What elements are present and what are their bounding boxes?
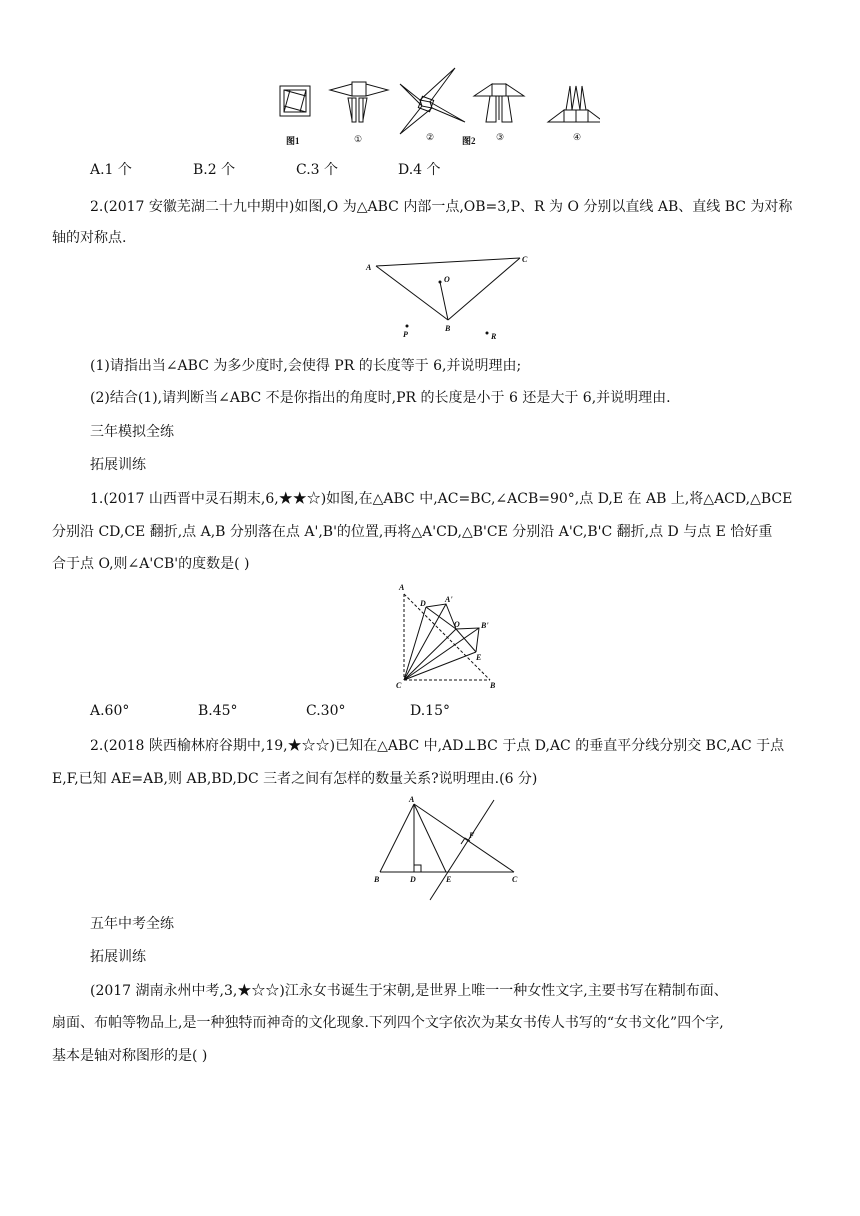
q1-line-3: 合于点 O,则∠A'CB'的度数是( ) [52, 556, 250, 572]
point-a-prime-label: A' [445, 595, 453, 604]
triangle-perpendicular-bisector-figure [368, 792, 528, 907]
figure-2-label: 图2 [462, 136, 476, 146]
figure-2-piece-4 [548, 86, 600, 122]
option-b: B.45° [198, 703, 238, 719]
triangle-abc-reflection-figure [360, 250, 540, 345]
q2-prev-line-2: 轴的对称点. [52, 230, 127, 246]
point-c-label: C [522, 255, 528, 264]
q1-line-1: 1.(2017 山西晋中灵石期末,6,★★☆)如图,在△ABC 中,AC=BC,∠ACB=90°,点 D,E 在 AB 上,将△ACD,△BCE [90, 491, 793, 507]
option-a: A.1 个 [90, 162, 132, 178]
point-e-label: E [446, 875, 452, 884]
q2-line-1: 2.(2018 陕西榆林府谷期中,19,★☆☆)已知在△ABC 中,AD⊥BC 于点 D,AC 的垂直平分线分别交 BC,AC 于点 [90, 738, 785, 754]
point-r-label: R [491, 332, 497, 341]
figure-2-piece-1 [330, 82, 388, 122]
prev-question-options [90, 160, 441, 180]
point-d-label: D [410, 875, 416, 884]
point-d-label: D [420, 599, 426, 608]
figure-2-label-4: ④ [573, 132, 582, 142]
point-a-label: A [399, 583, 405, 592]
figure-1-pinwheel [280, 86, 310, 116]
point-b-prime-label: B' [481, 621, 489, 630]
point-b-label: B [445, 324, 451, 333]
section-five-year-title: 五年中考全练 [90, 916, 174, 932]
point-b-label: B [490, 681, 496, 690]
point-e-label: E [476, 653, 482, 662]
fold-figures [270, 62, 600, 152]
section-five-year-subtitle: 拓展训练 [90, 949, 146, 965]
figure-2-piece-2 [400, 68, 465, 134]
point-a-label: A [366, 263, 372, 272]
point-o-label: O [454, 620, 460, 629]
option-c: C.30° [306, 703, 346, 719]
option-d: D.15° [410, 703, 450, 719]
point-o-label: O [444, 275, 450, 284]
q2-line-2: E,F,已知 AE=AB,则 AB,BD,DC 三者之间有怎样的数量关系?说明理由.(6 分) [52, 771, 538, 787]
point-f-label: F [469, 831, 475, 840]
figure-2-piece-3 [474, 84, 524, 122]
point-c-label: C [396, 681, 402, 690]
option-d: D.4 个 [398, 162, 441, 178]
q3-line-3: 基本是轴对称图形的是( ) [52, 1048, 208, 1064]
point-b-label: B [374, 875, 380, 884]
figure-2-label-3: ③ [496, 132, 505, 142]
q2-prev-part-1: (1)请指出当∠ABC 为多少度时,会使得 PR 的长度等于 6,并说明理由; [90, 358, 522, 374]
section-three-year-subtitle: 拓展训练 [90, 457, 146, 473]
q3-line-2: 扇面、布帕等物品上,是一种独特而神奇的文化现象.下列四个文字依次为某女书传人书写的“女书文化”四个字, [52, 1015, 724, 1031]
q1-line-2: 分别沿 CD,CE 翻折,点 A,B 分别落在点 A',B'的位置,再将△A'CD,△B'CE 分别沿 A'C,B'C 翻折,点 D 与点 E 恰好重 [52, 524, 773, 540]
q2-prev-part-2: (2)结合(1),请判断当∠ABC 不是你指出的角度时,PR 的长度是小于 6 还是大于 6,并说明理由. [90, 390, 671, 406]
q1-options [90, 701, 450, 721]
section-three-year-title: 三年模拟全练 [90, 424, 174, 440]
option-b: B.2 个 [193, 162, 236, 178]
point-p-label: P [403, 330, 408, 339]
point-a-label: A [409, 795, 415, 804]
q2-prev-line-1: 2.(2017 安徽芜湖二十九中期中)如图,O 为△ABC 内部一点,OB=3,P、R 为 O 分别以直线 AB、直线 BC 为对称 [90, 199, 793, 215]
figure-2-label-2: ② [426, 132, 435, 142]
figure-1-label: 图1 [286, 136, 300, 146]
figure-2-label-1: ① [354, 134, 363, 144]
option-c: C.3 个 [296, 162, 339, 178]
triangle-folding-figure [390, 578, 510, 693]
option-a: A.60° [90, 703, 130, 719]
point-c-label: C [512, 875, 518, 884]
q3-line-1: (2017 湖南永州中考,3,★☆☆)江永女书诞生于宋朝,是世界上唯一一种女性文字,主要书写在精制布面、 [90, 983, 728, 999]
